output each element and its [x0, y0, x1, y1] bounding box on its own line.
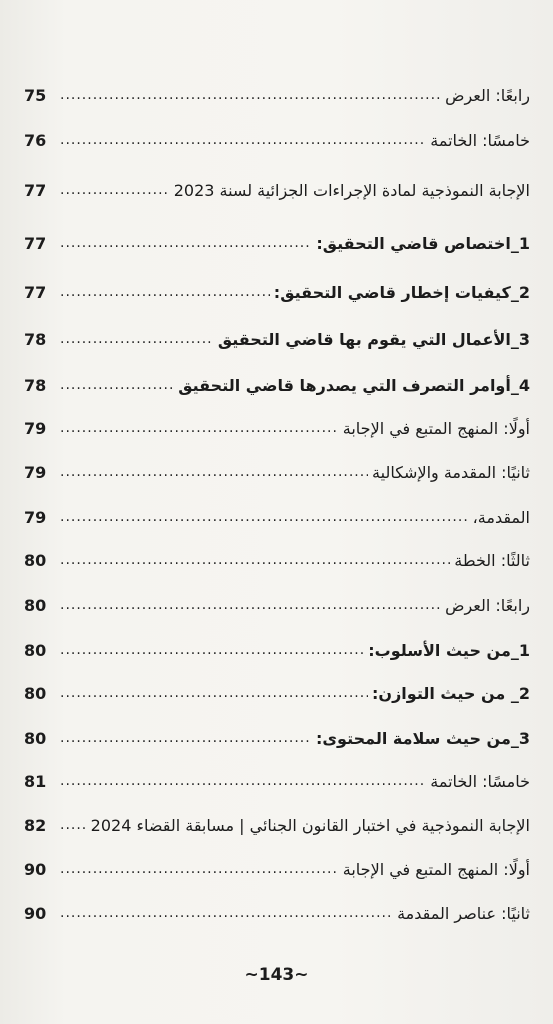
- toc-entry-title: الإجابة النموذجية لمادة الإجراءات الجزائية لسنة 2023: [173, 180, 530, 200]
- toc-entry-title: 2_كيفيات إخطار قاضي التحقيق:: [273, 282, 530, 302]
- dot-leader: [60, 332, 214, 346]
- toc-entry-title: ثالثًا: الخطة: [454, 550, 530, 570]
- dot-leader: [60, 818, 87, 832]
- toc-entry-title: ثانيًا: عناصر المقدمة: [397, 903, 530, 923]
- dot-leader: [60, 510, 469, 524]
- toc-entry-page: 80: [24, 683, 47, 703]
- toc-entry-page: 79: [24, 418, 47, 438]
- toc-entry-page: 77: [24, 233, 47, 253]
- toc-entry-title: 1_اختصاص قاضي التحقيق:: [316, 233, 530, 253]
- toc-entry-title: رابعًا: العرض: [445, 85, 530, 105]
- dot-leader: [60, 598, 441, 612]
- toc-entry-page: 75: [24, 85, 47, 105]
- dot-leader: [60, 88, 441, 102]
- toc-entry[interactable]: [24, 849, 530, 889]
- dot-leader: [60, 731, 312, 745]
- dot-leader: [60, 643, 364, 657]
- toc-entry[interactable]: [24, 120, 530, 160]
- dot-leader: [60, 133, 426, 147]
- toc-entry[interactable]: [24, 223, 530, 263]
- dot-leader: [60, 862, 339, 876]
- toc-entry-title: رابعًا: العرض: [445, 595, 530, 615]
- toc-entry[interactable]: [24, 540, 530, 580]
- toc-entry-page: 80: [24, 595, 47, 615]
- toc-entry-page: 79: [24, 507, 47, 527]
- toc-entry-title: 4_أوامر التصرف التي يصدرها قاضي التحقيق: [178, 375, 530, 395]
- toc-entry[interactable]: [24, 761, 530, 801]
- toc-entry-page: 82: [24, 815, 47, 835]
- toc-entry-page: 79: [24, 462, 47, 482]
- toc-entry-title: المقدمة،: [472, 507, 530, 527]
- dot-leader: [60, 553, 450, 567]
- toc-entry[interactable]: [24, 673, 530, 713]
- toc-entry-page: 77: [24, 282, 47, 302]
- toc-entry-page: 90: [24, 859, 47, 879]
- toc-entry[interactable]: [24, 272, 530, 312]
- toc-entry-page: 80: [24, 728, 47, 748]
- dot-leader: [60, 285, 270, 299]
- toc-entry-title: 2_ من حيث التوازن:: [372, 683, 530, 703]
- toc-entry-page: 77: [24, 180, 47, 200]
- dot-leader: [60, 378, 174, 392]
- dot-leader: [60, 421, 339, 435]
- toc-entry-title: 3_من حيث سلامة المحتوى:: [315, 728, 530, 748]
- toc-entry-title: ثانيًا: المقدمة والإشكالية: [372, 462, 530, 482]
- toc-entry-title: خامسًا: الخاتمة: [430, 130, 530, 150]
- toc-entry-page: 80: [24, 550, 47, 570]
- toc-entry[interactable]: [24, 452, 530, 492]
- toc-entry[interactable]: [24, 170, 530, 210]
- toc-entry-title: أولًا: المنهج المتبع في الإجابة: [342, 418, 530, 438]
- dot-leader: [60, 465, 368, 479]
- toc-entry-page: 76: [24, 130, 47, 150]
- toc-entry-page: 81: [24, 771, 47, 791]
- toc-entry[interactable]: [24, 365, 530, 405]
- toc-entry[interactable]: [24, 408, 530, 448]
- dot-leader: [60, 183, 170, 197]
- toc-entry[interactable]: [24, 319, 530, 359]
- toc-entry[interactable]: [24, 75, 530, 115]
- toc-entry-title: 1_من حيث الأسلوب:: [368, 640, 530, 660]
- toc-entry[interactable]: [24, 805, 530, 845]
- toc-entry-title: الإجابة النموذجية في اختبار القانون الجنائي | مسابقة القضاء 2024: [90, 815, 530, 835]
- toc-entry[interactable]: [24, 497, 530, 537]
- toc-entry[interactable]: [24, 585, 530, 625]
- toc-entry-title: أولًا: المنهج المتبع في الإجابة: [342, 859, 530, 879]
- toc-entry-page: 80: [24, 640, 47, 660]
- toc-entry-title: خامسًا: الخاتمة: [430, 771, 530, 791]
- dot-leader: [60, 236, 312, 250]
- toc-entry-page: 90: [24, 903, 47, 923]
- toc-entry[interactable]: [24, 893, 530, 933]
- toc-entry[interactable]: [24, 718, 530, 758]
- toc-entry-page: 78: [24, 329, 47, 349]
- toc-entry[interactable]: [24, 630, 530, 670]
- dot-leader: [60, 686, 368, 700]
- toc-entry-title: 3_الأعمال التي يقوم بها قاضي التحقيق: [217, 329, 530, 349]
- dot-leader: [60, 774, 426, 788]
- toc-entry-page: 78: [24, 375, 47, 395]
- dot-leader: [60, 906, 393, 920]
- page-number: ~143~: [244, 965, 309, 985]
